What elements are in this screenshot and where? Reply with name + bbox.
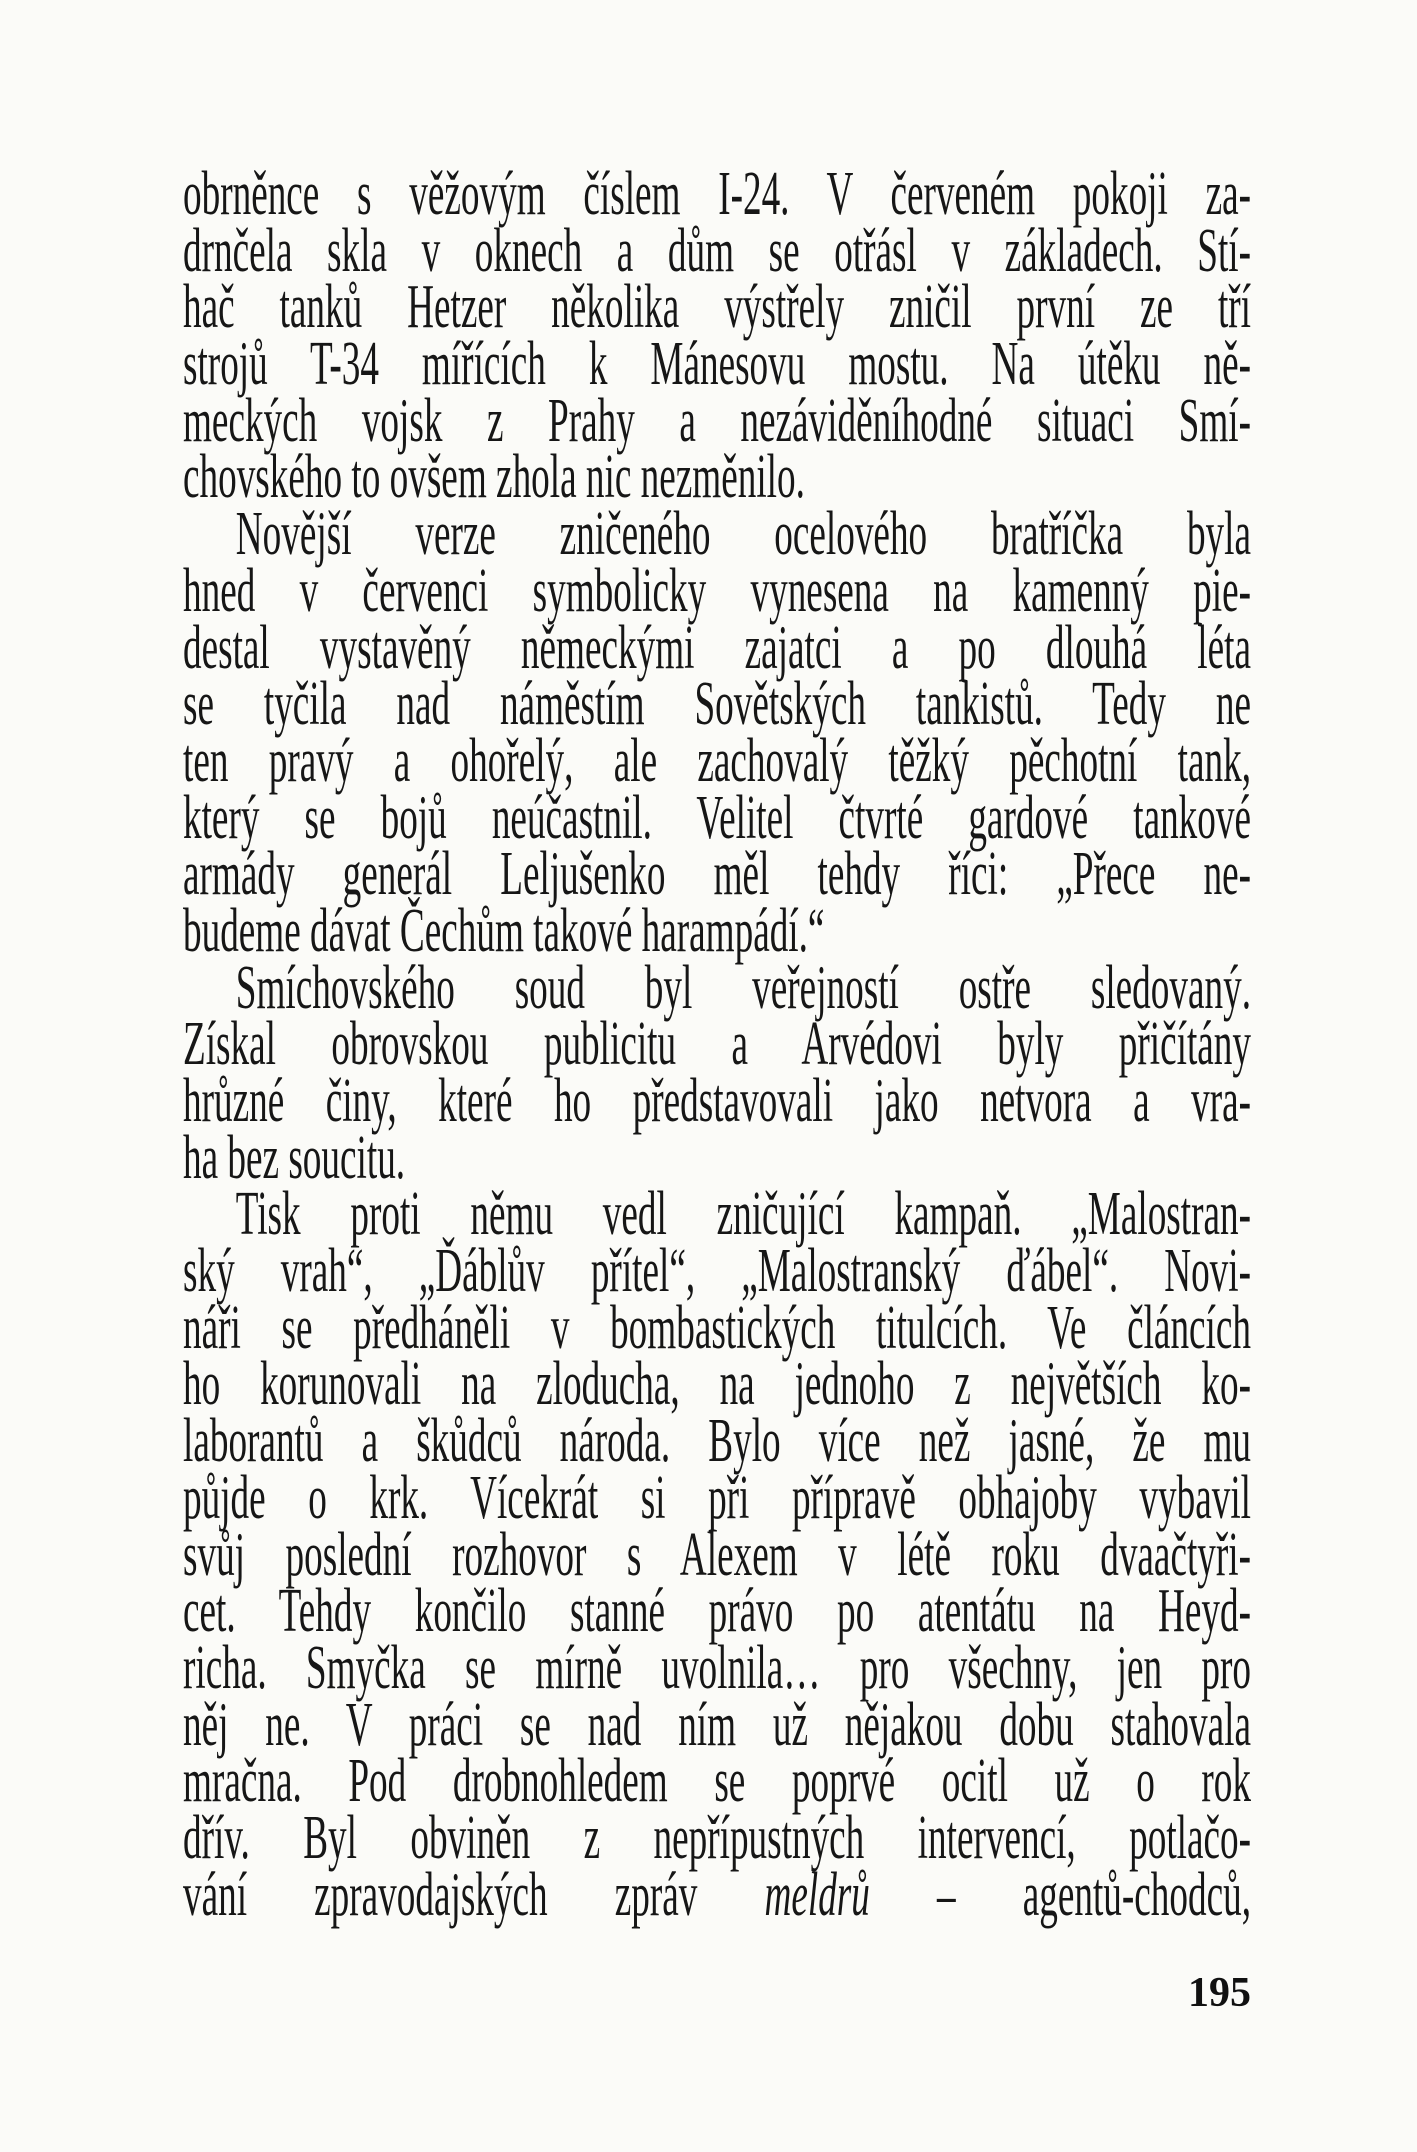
- text-line: ten pravý a ohořelý, ale zachovalý těžký pěchotní tank,: [183, 726, 1251, 795]
- text-line: armády generál Leljušenko měl tehdy říci: „Přece ne-: [183, 840, 1251, 909]
- text-line: ho korunovali na zloducha, na jednoho z největších ko-: [183, 1350, 1251, 1419]
- text-line: půjde o krk. Vícekrát si při přípravě obhajoby vybavil: [183, 1463, 1251, 1532]
- text-line: hned v červenci symbolicky vynesena na kamenný pie-: [183, 556, 1251, 625]
- text-line: destal vystavěný německými zajatci a po dlouhá léta: [183, 613, 1251, 682]
- text-line: ský vrah“, „Ďáblův přítel“, „Malostranský ďábel“. Novi-: [183, 1237, 1251, 1306]
- text-line: strojů T-34 mířících k Mánesovu mostu. Na útěku ně-: [183, 330, 1251, 399]
- text-line: mračna. Pod drobnohledem se poprvé ocitl už o rok: [183, 1747, 1251, 1816]
- text-line: chovského to ovšem zhola nic nezměnilo.: [183, 443, 805, 512]
- text-line: vání zpravodajských zpráv meldrů – agentů-chodců,: [183, 1860, 1251, 1929]
- text-line: něj ne. V práci se nad ním už nějakou dobu stahovala: [183, 1690, 1251, 1759]
- text-line: drnčela skla v oknech a dům se otřásl v základech. Stí-: [183, 216, 1251, 285]
- text-line: obrněnce s věžovým číslem I-24. V červeném pokoji za-: [183, 160, 1251, 228]
- text-block: [183, 160, 1252, 1929]
- text-line: Tisk proti němu vedl zničující kampaň. „Malostran-: [235, 1180, 1252, 1249]
- text-line: richa. Smyčka se mírně uvolnila… pro všechny, jen pro: [183, 1633, 1251, 1702]
- text-line: laborantů a škůdců národa. Bylo více než jasné, že mu: [183, 1407, 1251, 1476]
- text-line: Získal obrovskou publicitu a Arvédovi byly přičítány: [183, 1010, 1251, 1079]
- text-line: ha bez soucitu.: [183, 1123, 406, 1192]
- page-number: 195: [1188, 1970, 1251, 2016]
- text-line: budeme dávat Čechům takové harampádí.“: [183, 896, 825, 965]
- text-line: meckých vojsk z Prahy a nezáviděníhodné situaci Smí-: [183, 386, 1251, 455]
- text-line: náři se předháněli v bombastických titulcích. Ve článcích: [183, 1293, 1251, 1362]
- text-line: svůj poslední rozhovor s Alexem v létě roku dvaačtyři-: [183, 1520, 1251, 1589]
- text-line: hač tanků Hetzer několika výstřely zničil první ze tří: [183, 273, 1251, 342]
- text-line: cet. Tehdy končilo stanné právo po atentátu na Heyd-: [183, 1577, 1251, 1646]
- text-line: dřív. Byl obviněn z nepřípustných intervencí, potlačo-: [183, 1803, 1251, 1872]
- text-line: se tyčila nad náměstím Sovětských tankistů. Tedy ne: [183, 670, 1251, 739]
- text-line: Novější verze zničeného ocelového bratříčka byla: [235, 500, 1252, 569]
- text-line: hrůzné činy, které ho představovali jako netvora a vra-: [183, 1067, 1251, 1135]
- text-line: Smíchovského soud byl veřejností ostře sledovaný.: [235, 953, 1252, 1022]
- text-line: který se bojů neúčastnil. Velitel čtvrté gardové tankové: [183, 783, 1251, 852]
